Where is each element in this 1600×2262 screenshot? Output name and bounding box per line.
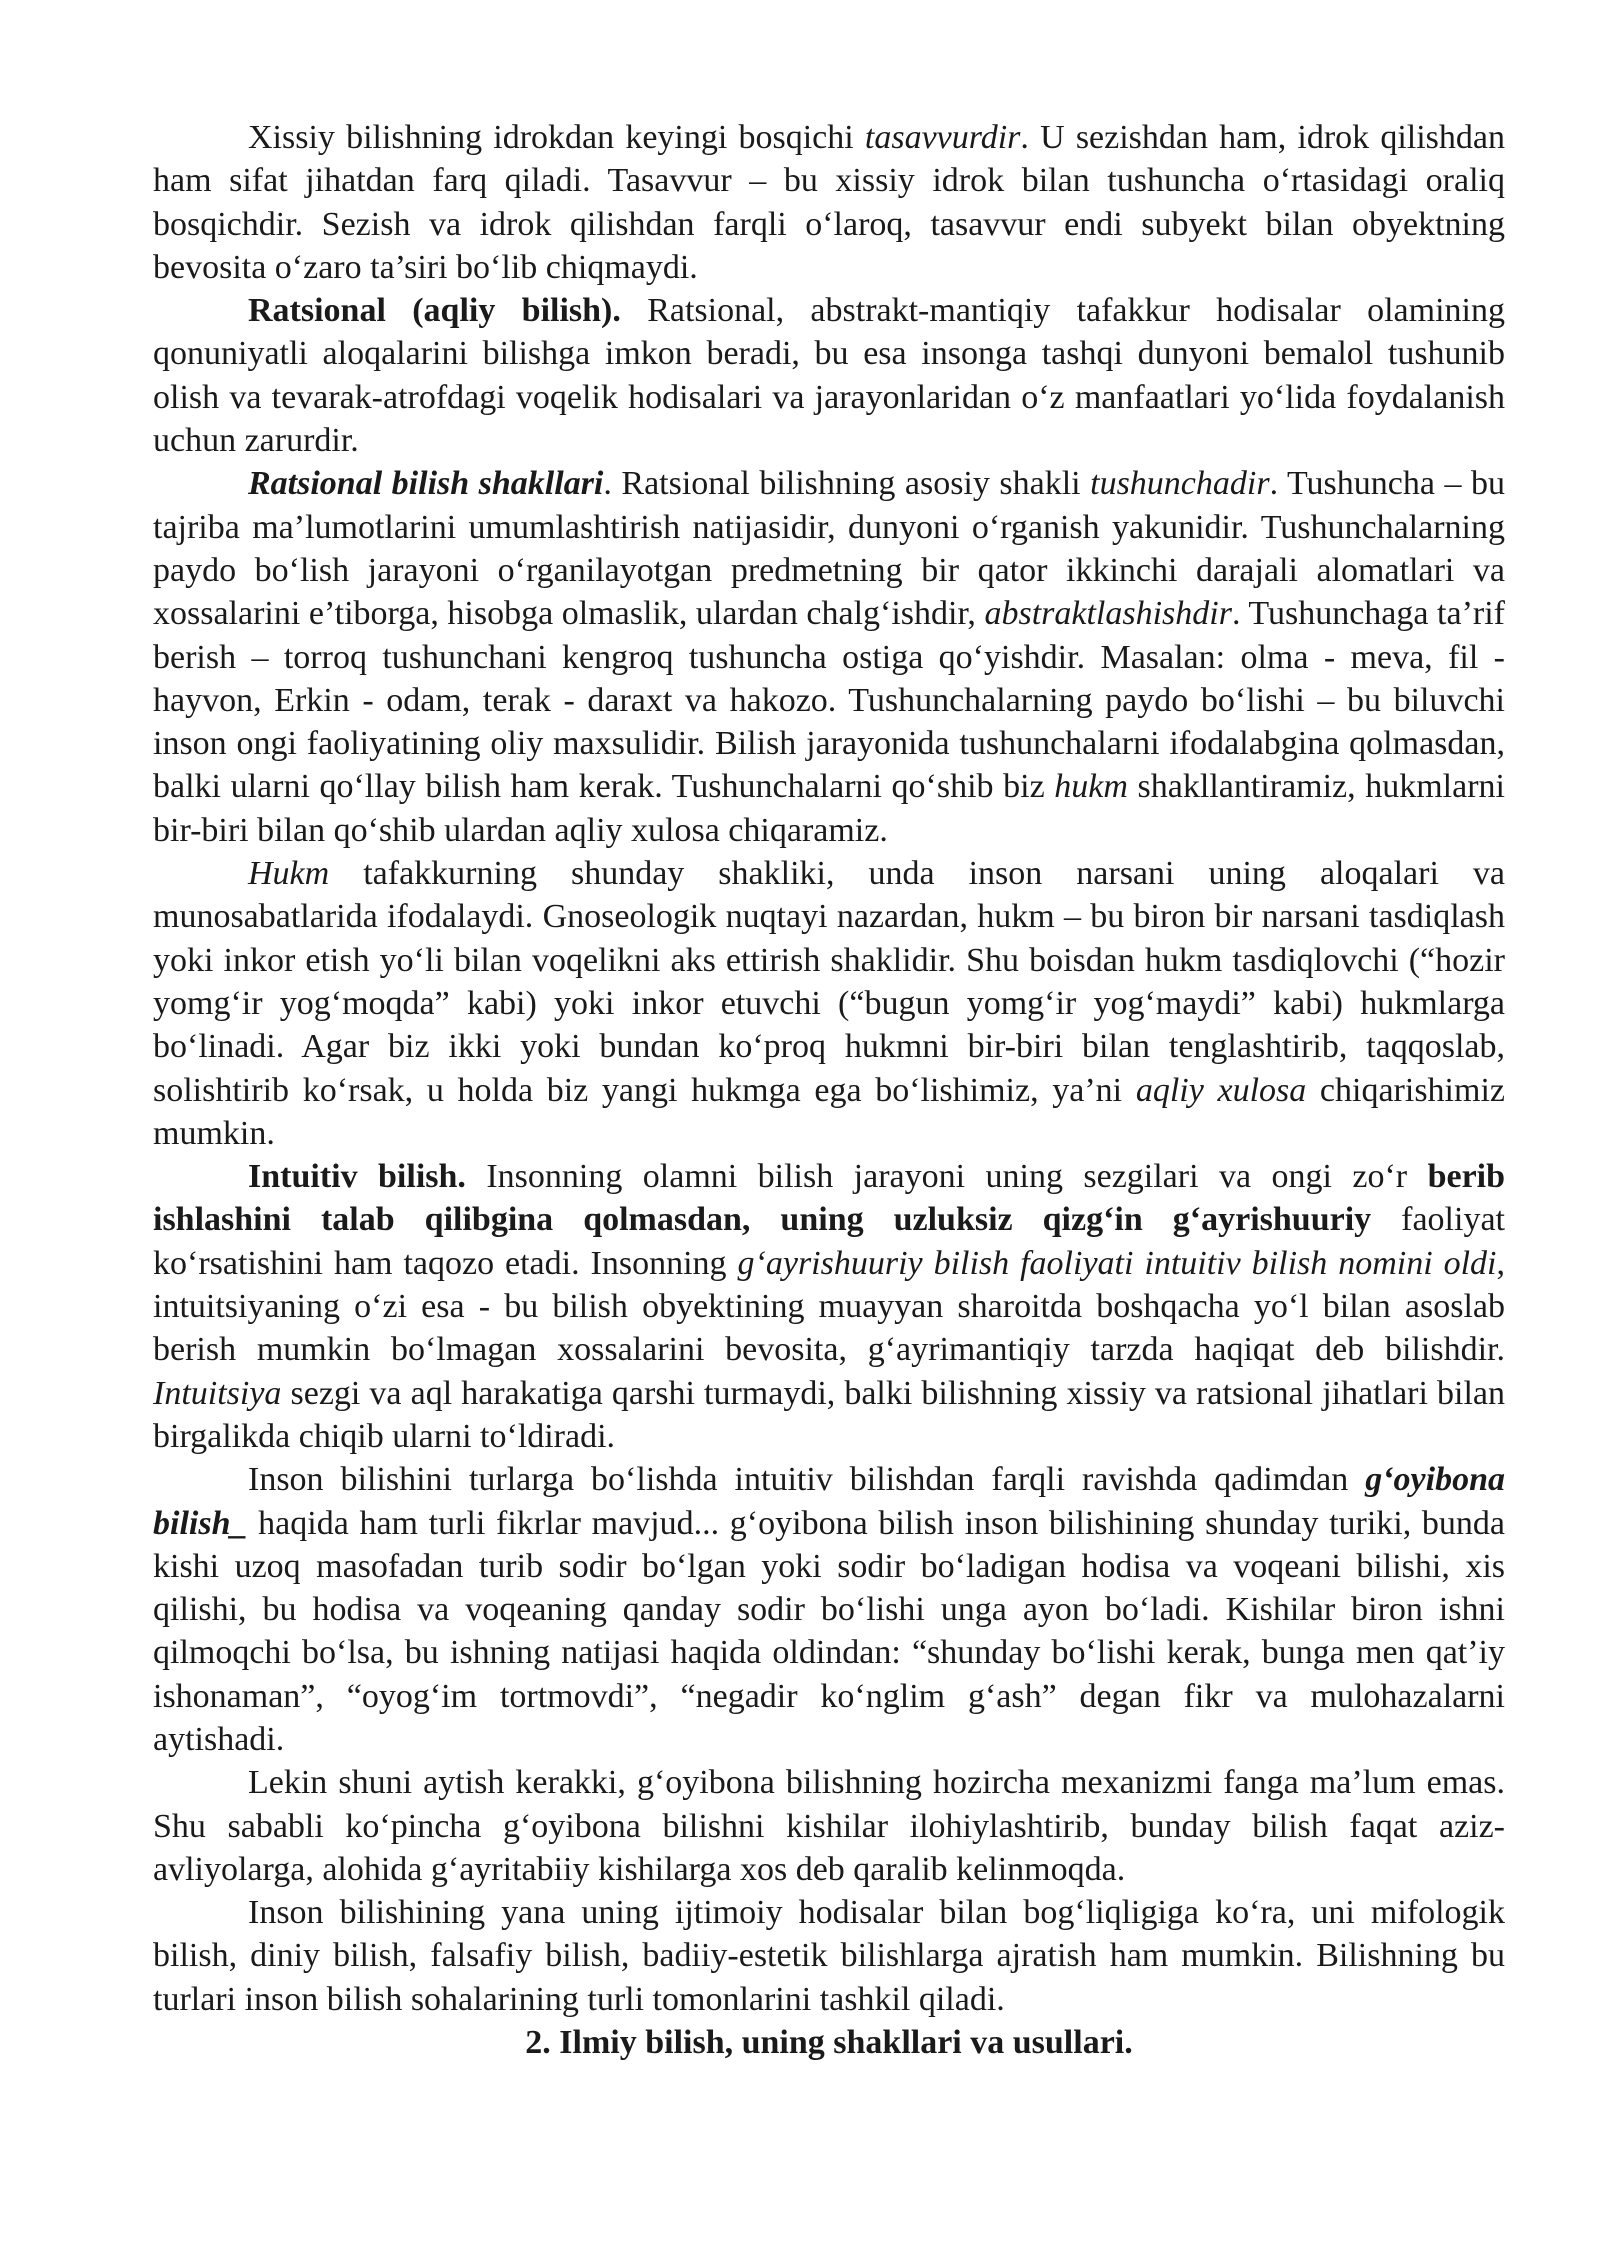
text-run: shakllantiramiz, hukmlarni bir-biri bilan qo‘shib ulardan aqliy xulosa chiqaramiz. bbox=[153, 768, 1505, 849]
paragraph bbox=[153, 1891, 1505, 2021]
text-run: . Ratsional bilishning asosiy shakli bbox=[603, 465, 1091, 503]
bold-italic-term: Ratsional bilish shakllari bbox=[248, 465, 604, 503]
text-run: Lekin shuni aytish kerakki, g‘oyibona bilishning hozircha mexanizmi fanga ma’lum emas. Shu sababli ko‘pincha g‘oyibona bilishni kishilar ilohiylashtirib, bunday bilish faqat aziz-avliyolarga, alohida g‘ayritabiiy kishilarga xos deb qaralib kelinmoqda. bbox=[153, 1764, 1505, 1888]
paragraph bbox=[153, 852, 1505, 1155]
italic-term: Hukm bbox=[248, 855, 330, 893]
text-run: . U sezishdan ham, idrok qilishdan ham sifat jihatdan farq qiladi. Tasavvur – bu xissiy idrok bilan tushuncha o‘rtasidagi oraliq bosqichdir. Sezish va idrok qilishdan farqli o‘laroq, tasavvur endi subyekt bilan obyektning bevosita o‘zaro ta’siri bo‘lib chiqmaydi. bbox=[153, 119, 1506, 286]
text-run: haqida ham turli fikrlar mavjud... g‘oyibona bilish inson bilishining shunday turiki, bunda kishi uzoq masofadan turib sodir bo‘lgan yoki sodir bo‘ladigan hodisa va voqeani bilishi, xis qilishi, bu hodisa va voqeaning qanday sodir bo‘lishi unga ayon bo‘ladi. Kishilar biron ishni qilmoqchi bo‘lsa, bu ishning natijasi haqida oldindan: “shunday bo‘lishi kerak, bunga men qat’iy ishonaman”, “oyog‘im tortmovdi”, “negadir ko‘nglim g‘ash” degan fikr va mulohazalarni aytishadi. bbox=[153, 1504, 1505, 1758]
text-run: Ratsional, abstrakt-mantiqiy tafakkur hodisalar olamining qonuniyatli aloqalarini bilishga imkon beradi, bu esa insonga tashqi dunyoni bemalol tushunib olish va tevarak-atrofdagi voqelik hodisalari va jarayonlaridan o‘z manfaatlari yo‘lida foydalanish uchun zarurdir. bbox=[153, 292, 1505, 460]
italic-term: aqliy xulosa bbox=[1135, 1071, 1307, 1109]
bold-italic-term: g‘oyibona bilish_ bbox=[153, 1461, 1505, 1542]
bold-term: Intuitiv bilish. bbox=[248, 1158, 466, 1196]
paragraph bbox=[153, 289, 1505, 462]
paragraph bbox=[153, 116, 1505, 289]
italic-term: Intuitsiya bbox=[153, 1374, 282, 1412]
text-run: faoliyat ko‘rsatishini ham taqozo etadi. Insonning bbox=[153, 1201, 1505, 1282]
italic-term: tasavvurdir bbox=[864, 119, 1021, 156]
body-text bbox=[153, 116, 1505, 2021]
paragraph bbox=[153, 1761, 1505, 1891]
text-run: . Tushuncha – bu tajriba ma’lumotlarini umumlashtirish natijasidir, dunyoni o‘rganish yakunidir. Tushunchalarning paydo bo‘lish jarayoni o‘rganilayotgan predmetning bir qator ikkinchi darajali alomatlari va xossalarini e’tiborga, hisobga olmaslik, ulardan chalg‘ishdir, bbox=[153, 465, 1505, 633]
text-run: chiqarishimiz mumkin. bbox=[153, 1071, 1505, 1152]
text-run: Xissiy bilishning idrokdan keyingi bosqichi bbox=[248, 119, 865, 156]
paragraph bbox=[153, 1458, 1505, 1761]
text-run: sezgi va aql harakatiga qarshi turmaydi, balki bilishning xissiy va ratsional jihatlari bilan birgalikda chiqib ularni to‘ldiradi. bbox=[153, 1374, 1505, 1455]
bold-term: berib ishlashini talab qilibgina qolmasdan, uning uzluksiz qizg‘in g‘ayrishuuriy bbox=[153, 1158, 1506, 1239]
paragraph bbox=[153, 1155, 1505, 1458]
text-run: , intuitsiyaning o‘zi esa - bu bilish obyektining muayyan sharoitda boshqacha yo‘l bilan asoslab berish mumkin bo‘lmagan xossalarini bevosita, g‘ayrimantiqiy tarzda haqiqat deb bilishdir. bbox=[153, 1244, 1505, 1369]
italic-term: hukm bbox=[1054, 768, 1128, 806]
italic-term: tushunchadir bbox=[1090, 465, 1270, 503]
text-run: . Tushunchaga ta’rif berish – torroq tushunchani kengroq tushuncha ostiga qo‘yishdir. Masalan: olma - meva, fil - hayvon, Erkin - odam, terak - daraxt va hakozo. Tushunchalarning paydo bo‘lishi – bu biluvchi inson ongi faoliyatining oliy maxsulidir. Bilish jarayonida tushunchalarni ifodalabgina qolmasdan, balki ularni qo‘llay bilish ham kerak. Tushunchalarni qo‘shib biz bbox=[153, 595, 1505, 806]
text-run: Inson bilishini turlarga bo‘lishda intuitiv bilishdan farqli ravishda qadimdan bbox=[248, 1461, 1366, 1499]
text-run: tafakkurning shunday shakliki, unda inson narsani uning aloqalari va munosabatlarida ifodalaydi. Gnoseologik nuqtayi nazardan, hukm – bu biron bir narsani tasdiqlash yoki inkor etish yo‘li bilan voqelikni aks ettirish shaklidir. Shu boisdan hukm tasdiqlovchi (“hozir yomg‘ir yog‘moqda” kabi) yoki inkor etuvchi (“bugun yomg‘ir yog‘maydi” kabi) hukmlarga bo‘linadi. Agar biz ikki yoki bundan ko‘proq hukmni bir-biri bilan tenglashtirib, taqqoslab, solishtirib ko‘rsak, u holda biz yangi hukmga ega bo‘lishimiz, ya’ni bbox=[153, 855, 1505, 1109]
italic-term: g‘ayrishuuriy bilish faoliyati intuitiv bilish nomini oldi bbox=[737, 1244, 1497, 1282]
section-heading: 2. Ilmiy bilish, uning shakllari va usullari. bbox=[525, 2024, 1133, 2062]
text-run: Inson bilishining yana uning ijtimoiy hodisalar bilan bog‘liqligiga ko‘ra, uni mifologik bilish, diniy bilish, falsafiy bilish, badiiy-estetik bilishlarga ajratish ham mumkin. Bilishning bu turlari inson bilish sohalarining turli tomonlarini tashkil qiladi. bbox=[153, 1894, 1505, 2018]
bold-term: Ratsional (aqliy bilish). bbox=[248, 292, 621, 330]
text-run: Insonning olamni bilish jarayoni uning sezgilari va ongi zo‘r bbox=[465, 1158, 1428, 1196]
paragraph bbox=[153, 462, 1505, 852]
italic-term: abstraktlashishdir bbox=[984, 595, 1232, 633]
